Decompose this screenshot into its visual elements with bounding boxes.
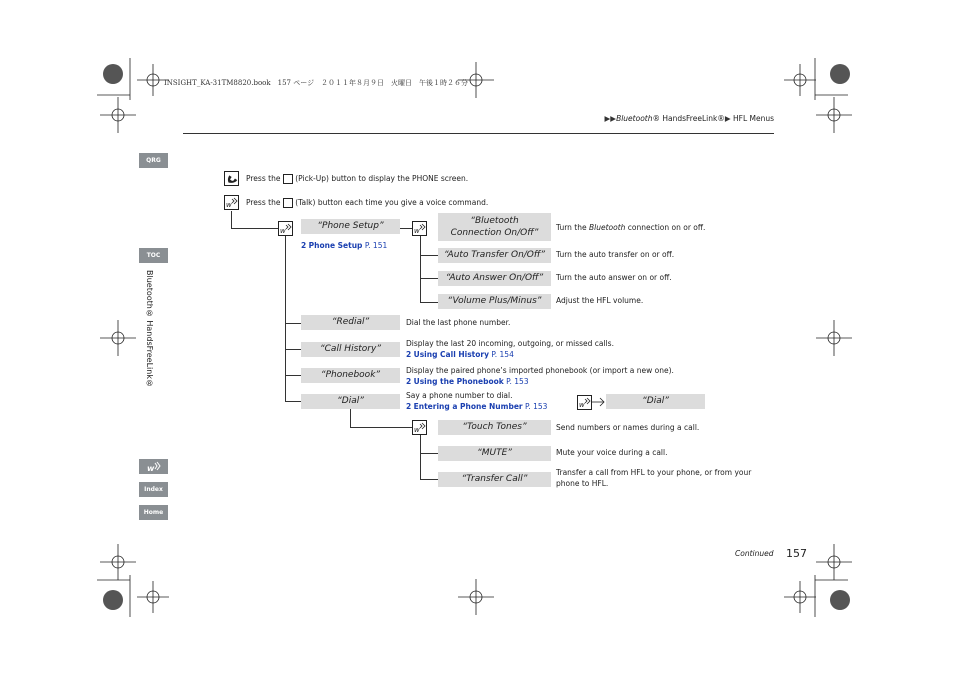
connector	[285, 401, 301, 402]
svg-text:w: w	[414, 227, 420, 235]
phone-setup-page[interactable]: P. 151	[364, 241, 388, 250]
call-history-link[interactable]: Using Call History	[413, 350, 490, 359]
menu-volume: “Volume Plus/Minus”	[438, 294, 551, 309]
call-history-desc: Display the last 20 incoming, outgoing, or missed calls.	[406, 339, 614, 348]
home-button[interactable]: Home	[139, 505, 168, 520]
bt-desc-pre: Turn the	[556, 223, 587, 232]
talk-icon	[412, 221, 427, 236]
connector	[420, 302, 438, 303]
call-history-page[interactable]: P. 154	[491, 350, 514, 359]
mute-desc: Mute your voice during a call.	[556, 448, 668, 457]
auto-transfer-desc: Turn the auto transfer on or off.	[556, 250, 675, 259]
menu-bluetooth-connection	[438, 213, 551, 241]
talk-icon	[147, 461, 161, 473]
pickup-text-post: (Pick-Up) button to display the PHONE screen.	[295, 174, 469, 183]
ref-glyph: 2	[406, 350, 412, 359]
connector	[231, 211, 232, 228]
menu-transfer-call: “Transfer Call”	[438, 472, 551, 487]
menu-phone-setup: “Phone Setup”	[301, 219, 400, 234]
connector	[350, 409, 351, 427]
arrow-right-icon	[592, 396, 606, 408]
connector	[420, 236, 421, 302]
menu-dial-voice: “Dial”	[606, 394, 705, 409]
bt-desc-post: connection on or off.	[627, 223, 706, 232]
connector	[285, 323, 301, 324]
svg-text:w: w	[147, 464, 155, 473]
touch-tones-desc: Send numbers or names during a call.	[556, 423, 700, 432]
connector	[420, 479, 438, 480]
transfer-desc-1: Transfer a call from HFL to your phone, or from your	[556, 468, 752, 477]
menu-auto-transfer: “Auto Transfer On/Off”	[438, 248, 551, 263]
breadcrumb-hfl-menus: HFL Menus	[732, 114, 774, 123]
pickup-instruction	[246, 173, 468, 184]
connector	[420, 435, 421, 479]
transfer-desc-2: phone to HFL.	[556, 479, 609, 488]
menu-phonebook: “Phonebook”	[301, 368, 400, 383]
print-note: INSIGHT_KA-31TM8820.book 157 ページ ２０１１年８月９日 火曜日 午後１時２６分	[164, 79, 469, 87]
call-history-ref[interactable]	[406, 349, 514, 360]
talk-text-pre: Press the	[246, 198, 281, 207]
connector	[400, 228, 412, 229]
talk-icon	[278, 221, 293, 236]
redial-desc: Dial the last phone number.	[406, 318, 511, 327]
svg-text:w: w	[579, 401, 585, 409]
phone-setup-ref[interactable]	[301, 240, 387, 251]
phonebook-ref[interactable]	[406, 376, 529, 387]
dial-link[interactable]: Entering a Phone Number	[413, 402, 523, 411]
connector	[350, 427, 412, 428]
phonebook-page[interactable]: P. 153	[506, 377, 529, 386]
connector	[420, 255, 438, 256]
svg-text:w: w	[414, 426, 420, 434]
menu-touch-tones: “Touch Tones”	[438, 420, 551, 435]
volume-desc: Adjust the HFL volume.	[556, 296, 644, 305]
bt-desc-em: Bluetooth	[588, 223, 626, 232]
toc-button[interactable]: TOC	[139, 248, 168, 263]
auto-answer-desc: Turn the auto answer on or off.	[556, 273, 672, 282]
menu-call-history: “Call History”	[301, 342, 400, 357]
dial-desc: Say a phone number to dial.	[406, 391, 513, 400]
index-button[interactable]: Index	[139, 482, 168, 497]
talk-inline-icon	[283, 198, 293, 208]
menu-redial: “Redial”	[301, 315, 400, 330]
connector	[285, 236, 286, 402]
dial-page[interactable]: P. 153	[525, 402, 548, 411]
continued-label: Continued	[735, 549, 774, 558]
connector	[420, 453, 438, 454]
menu-dial: “Dial”	[301, 394, 400, 409]
talk-icon	[577, 395, 592, 410]
connector	[285, 375, 301, 376]
ref-glyph: 2	[406, 377, 412, 386]
ref-glyph: 2	[301, 241, 307, 250]
bt-line2: Connection On/Off”	[450, 228, 539, 238]
talk-icon	[412, 420, 427, 435]
voice-section-button[interactable]	[139, 459, 168, 474]
breadcrumb-arrow: ▶	[724, 114, 731, 123]
svg-text:w: w	[226, 201, 232, 209]
menu-mute: “MUTE”	[438, 446, 551, 461]
dial-ref[interactable]	[406, 401, 547, 412]
connector	[285, 349, 301, 350]
connector	[231, 228, 278, 229]
ref-glyph: 2	[406, 402, 412, 411]
page-number: 157	[786, 547, 807, 560]
phonebook-link[interactable]: Using the Phonebook	[413, 377, 504, 386]
svg-text:w: w	[280, 227, 286, 235]
talk-button-icon	[224, 195, 239, 210]
breadcrumb-handsfreelink: ® HandsFreeLink®	[652, 114, 725, 123]
header-rule	[183, 133, 774, 134]
breadcrumb-bluetooth: Bluetooth	[616, 114, 653, 123]
phone-setup-link[interactable]: Phone Setup	[308, 241, 363, 250]
qrg-button[interactable]: QRG	[139, 153, 168, 168]
menu-auto-answer: “Auto Answer On/Off”	[438, 271, 551, 286]
connector	[420, 278, 438, 279]
talk-instruction	[246, 197, 488, 208]
pickup-inline-icon	[283, 174, 293, 184]
pickup-text-pre: Press the	[246, 174, 281, 183]
phonebook-desc: Display the paired phone’s imported phonebook (or import a new one).	[406, 366, 674, 375]
bt-desc	[556, 222, 705, 233]
talk-text-post: (Talk) button each time you give a voice command.	[295, 198, 489, 207]
breadcrumb	[605, 114, 774, 123]
section-title: Bluetooth® HandsFreeLink®	[145, 270, 154, 388]
bt-line1: “Bluetooth	[470, 216, 519, 226]
breadcrumb-arrows: ▶▶	[604, 114, 617, 123]
pickup-button-icon	[224, 171, 239, 186]
